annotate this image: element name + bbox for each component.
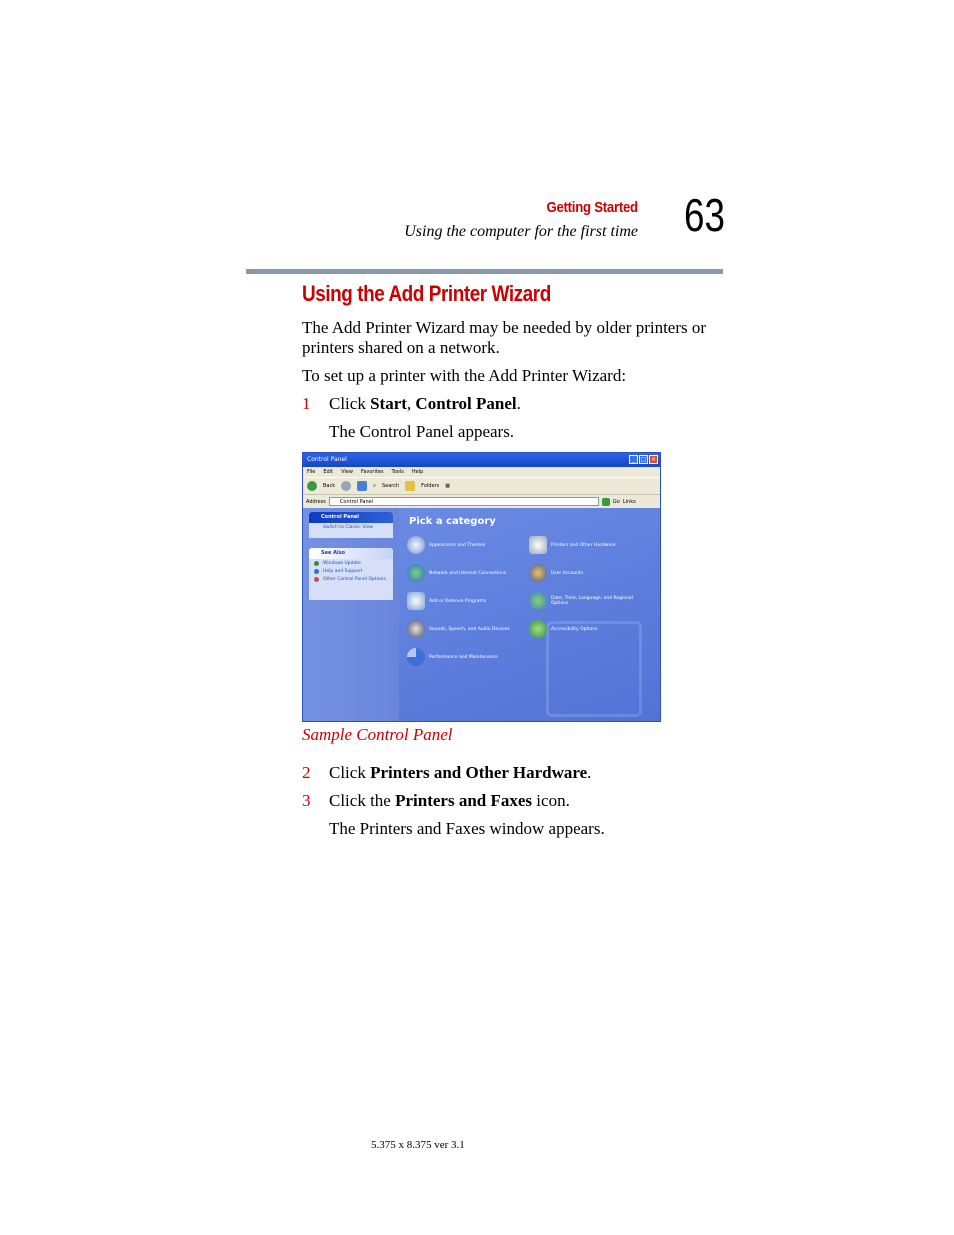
category-sounds: Sounds, Speech, and Audio Devices <box>407 620 527 638</box>
back-label: Back <box>323 483 336 489</box>
step-1-result: The Control Panel appears. <box>329 422 515 441</box>
see-also-title: See Also <box>309 548 393 559</box>
search-icon: ⌕ <box>373 483 376 489</box>
setup-paragraph: To set up a printer with the Add Printer Wizard: <box>302 366 627 385</box>
network-globe-icon <box>407 564 425 582</box>
search-label: Search <box>381 483 400 489</box>
menu-bar <box>303 467 660 477</box>
menu-edit: Edit <box>323 469 334 475</box>
minimize-icon: _ <box>629 455 638 464</box>
close-icon: × <box>650 456 657 463</box>
folders-label: Folders <box>421 483 440 489</box>
left-task-pane <box>303 508 399 721</box>
running-header-section: Getting Started <box>546 199 638 216</box>
category-add-remove: Add or Remove Programs <box>407 592 527 610</box>
up-folder-icon <box>357 481 367 491</box>
links-label: Links <box>622 498 636 505</box>
step-1-text: Click Start, Control Panel. <box>329 394 521 413</box>
figure-caption: Sample Control Panel <box>302 725 453 744</box>
step-2-number: 2 <box>302 763 311 782</box>
go-label: Go <box>612 498 620 505</box>
window-titlebar <box>303 453 660 467</box>
control-panel-box <box>309 512 393 538</box>
main-pane <box>399 508 660 721</box>
intro-paragraph: The Add Printer Wizard may be needed by older printers or printers shared on a network. <box>302 318 707 357</box>
appearance-icon <box>407 536 425 554</box>
category-appearance: Appearance and Themes <box>407 536 527 554</box>
window-title: Control Panel <box>307 456 347 463</box>
control-panel-screenshot <box>302 452 661 722</box>
help-icon <box>314 569 319 574</box>
date-time-globe-icon <box>529 592 547 610</box>
maximize-icon: □ <box>640 456 647 463</box>
windows-update-link: Windows Update <box>309 559 393 567</box>
header-rule <box>246 269 723 274</box>
other-options-link: Other Control Panel Options <box>309 575 393 583</box>
step-2-text: Click Printers and Other Hardware. <box>329 763 592 782</box>
windows-update-icon <box>314 561 319 566</box>
page-footer: 5.375 x 8.375 ver 3.1 <box>371 1139 465 1151</box>
category-performance: Performance and Maintenance <box>407 648 527 666</box>
views-icon: ▦ <box>445 483 450 489</box>
category-accessibility: Accessibility Options <box>529 620 649 638</box>
control-panel-box-title: Control Panel <box>309 512 393 523</box>
page-number: 63 <box>684 189 725 241</box>
address-field: Control Panel <box>329 497 599 506</box>
add-remove-icon <box>407 592 425 610</box>
folders-icon <box>405 481 415 491</box>
back-icon <box>307 481 317 491</box>
help-support-link: Help and Support <box>309 567 393 575</box>
pick-category-title: Pick a category <box>409 516 496 527</box>
switch-classic-view-link: Switch to Classic View <box>323 525 373 530</box>
speaker-icon <box>407 620 425 638</box>
printer-icon <box>529 536 547 554</box>
go-icon <box>602 498 610 506</box>
menu-file: File <box>307 469 316 475</box>
section-heading: Using the Add Printer Wizard <box>302 281 551 306</box>
category-date-time: Date, Time, Language, and Regional Options <box>529 592 649 610</box>
step-3-result: The Printers and Faxes window appears. <box>329 819 605 838</box>
forward-icon <box>341 481 351 491</box>
users-icon <box>529 564 547 582</box>
category-printers: Printers and Other Hardware <box>529 536 649 554</box>
step-3-text: Click the Printers and Faxes icon. <box>329 791 570 810</box>
category-user-accounts: User Accounts <box>529 564 649 582</box>
menu-favorites: Favorites <box>360 469 384 475</box>
address-bar <box>303 495 660 509</box>
menu-view: View <box>341 469 353 475</box>
options-icon <box>314 577 319 582</box>
accessibility-icon <box>529 620 547 638</box>
step-3-number: 3 <box>302 791 311 810</box>
menu-help: Help <box>411 469 424 475</box>
toolbar <box>303 477 660 495</box>
see-also-box <box>309 548 393 600</box>
step-1-number: 1 <box>302 394 311 413</box>
address-label: Address <box>306 498 326 505</box>
performance-pie-icon <box>407 648 425 666</box>
menu-tools: Tools <box>391 469 404 475</box>
category-network: Network and Internet Connections <box>407 564 527 582</box>
running-header-subsection: Using the computer for the first time <box>404 223 638 240</box>
